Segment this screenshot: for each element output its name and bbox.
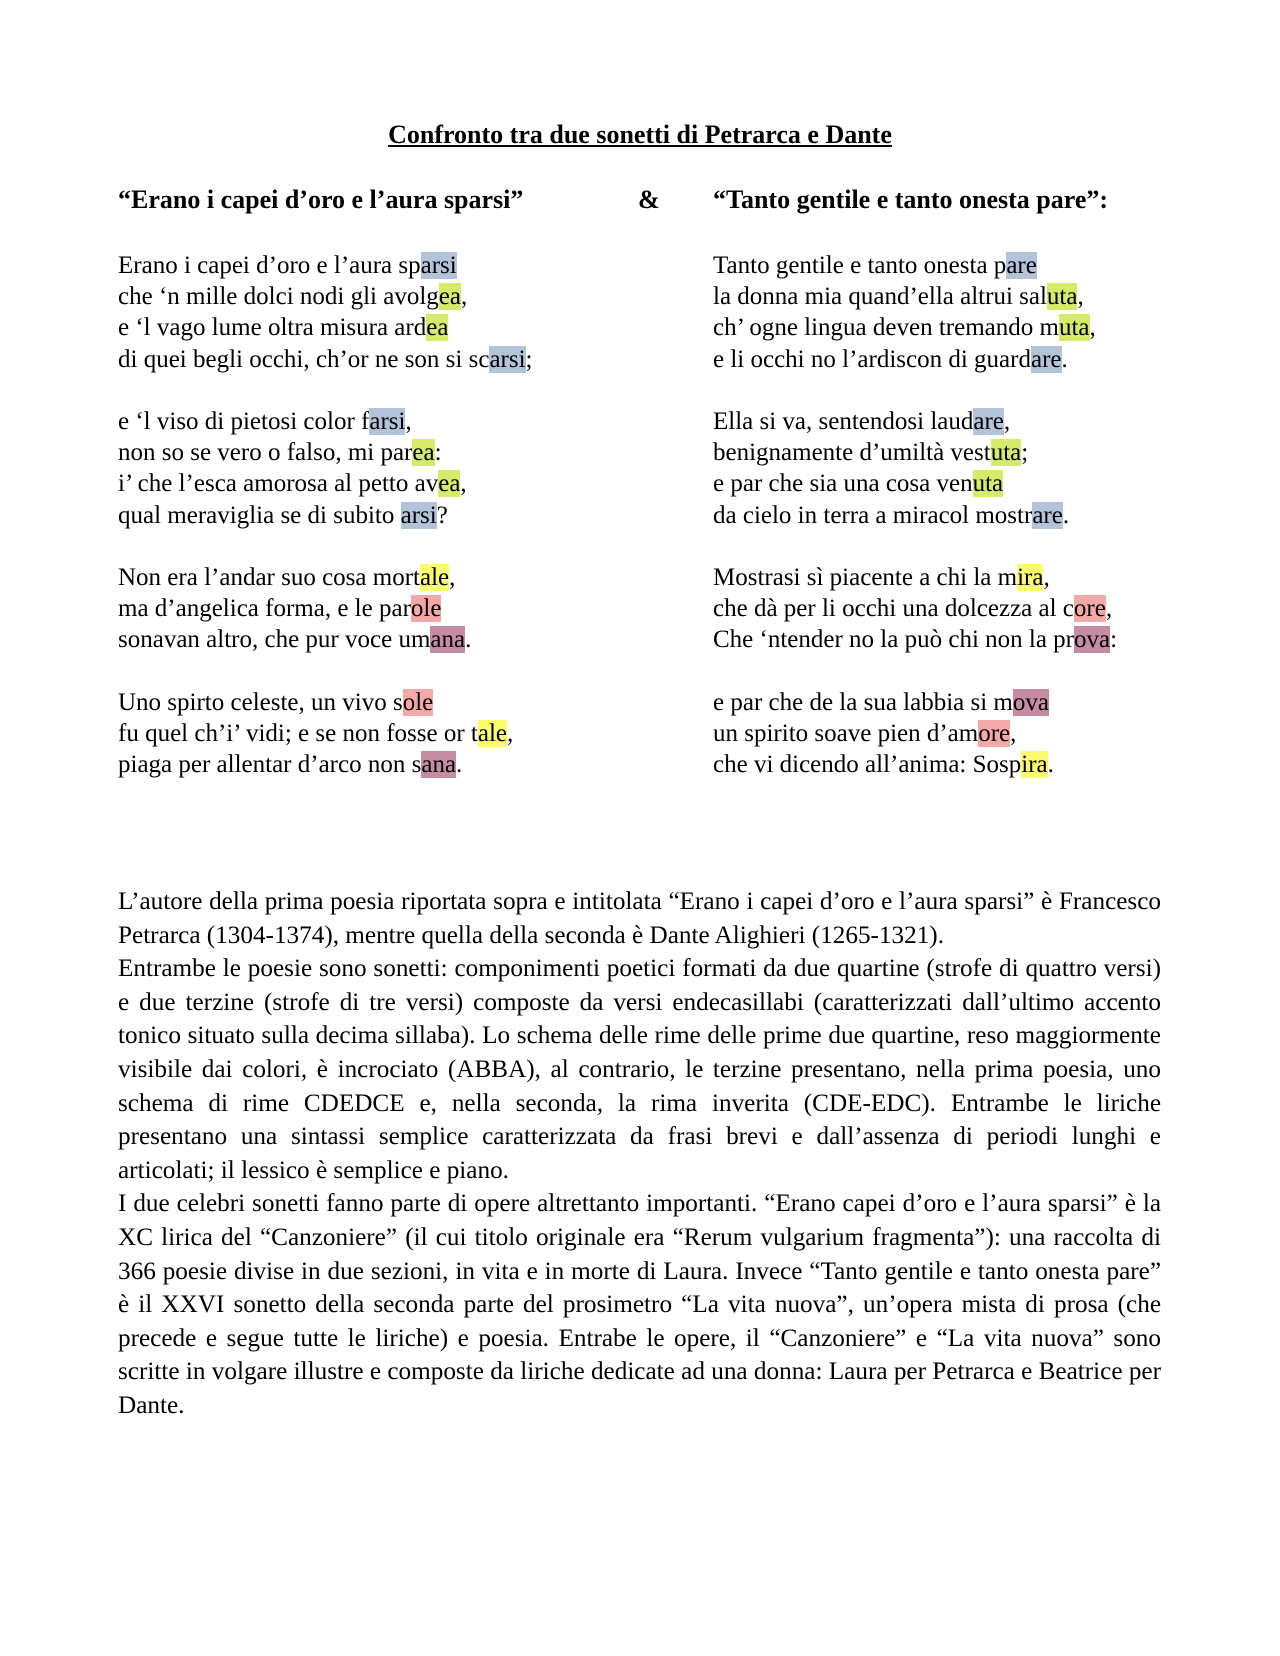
verse-punct: ;: [1021, 439, 1029, 467]
verse-text: Mostrasi sì piacente a chi la m: [713, 563, 1018, 591]
subtitle-petrarca: “Erano i capei d’oro e l’aura sparsi”: [118, 185, 524, 214]
verse-punct: ,: [1105, 595, 1113, 623]
rhyme-highlight: ore: [1073, 595, 1106, 623]
verse-line: [118, 344, 533, 375]
rhyme-highlight: ira: [1021, 751, 1048, 778]
verse-punct: ,: [405, 407, 412, 435]
verse-line: [118, 749, 533, 780]
verse-line: [713, 437, 1117, 468]
rhyme-highlight: ea: [438, 470, 461, 498]
rhyme-highlight: ana: [430, 626, 466, 654]
verse-punct: .: [1062, 501, 1070, 529]
verse-line: [713, 468, 1117, 499]
verse-text: la donna mia quand’ella altrui sal: [713, 283, 1047, 311]
verse-punct: ,: [1089, 314, 1096, 342]
verse-text: Uno spirto celeste, un vivo s: [118, 688, 403, 716]
verse-line: [713, 250, 1117, 281]
subtitle-dante: “Tanto gentile e tanto onesta pare”:: [713, 185, 1109, 214]
verse-punct: ,: [460, 470, 467, 498]
verse-line: [713, 344, 1117, 375]
rhyme-highlight: ole: [410, 595, 442, 623]
rhyme-highlight: uta: [1046, 283, 1078, 311]
verse-text: i’ che l’esca amorosa al petto av: [118, 470, 439, 498]
verse-line: [118, 562, 533, 593]
rhyme-highlight: ale: [419, 563, 450, 591]
page-title: Confronto tra due sonetti di Petrarca e Dante: [388, 120, 892, 149]
rhyme-highlight: uta: [990, 439, 1022, 467]
rhyme-highlight: ana: [421, 751, 457, 778]
poem-dante: [713, 250, 1117, 811]
rhyme-highlight: ea: [438, 283, 461, 311]
rhyme-highlight: are: [1006, 252, 1037, 279]
rhyme-highlight: arsi: [369, 407, 406, 435]
verse-text: non so se vero o falso, mi par: [118, 439, 413, 467]
paragraph: L’autore della prima poesia riportata sopra e intitolata “Erano i capei d’oro e l’aura sparsi” è Francesco Petrarca (1304-1374), mentre quella della seconda è Dante Alighieri (1265-1321).: [118, 888, 1161, 949]
verse-text: e li occhi no l’ardiscon di guard: [713, 345, 1031, 373]
verse-punct: ,: [460, 283, 468, 311]
verse-text: ch’ ogne lingua deven tremando m: [713, 314, 1059, 342]
verse-line: [118, 718, 533, 749]
verse-line: [118, 281, 533, 312]
verse-line: [713, 500, 1117, 531]
verse-text: di quei begli occhi, ch’or ne son si sc: [118, 345, 490, 373]
verse-text: Ella si va, sentendosi laud: [713, 407, 974, 435]
verse-line: [118, 624, 533, 655]
verse-text: benignamente d’umiltà vest: [713, 439, 991, 467]
verse-line: [118, 406, 533, 437]
rhyme-highlight: uta: [1058, 314, 1090, 342]
verse-line: [118, 500, 533, 531]
verse-punct: .: [1047, 751, 1054, 778]
verse-text: da cielo in terra a miracol mostr: [713, 501, 1033, 529]
verse-punct: ,: [1003, 407, 1011, 435]
verse-text: e ‘l vago lume oltra misura ard: [118, 314, 427, 342]
rhyme-highlight: ole: [402, 688, 434, 716]
verse-text: e par che de la sua labbia si m: [713, 688, 1013, 716]
stanza: [713, 562, 1117, 656]
verse-punct: ,: [449, 563, 456, 591]
rhyme-highlight: arsi: [420, 252, 457, 279]
verse-line: [118, 437, 533, 468]
verse-text: che vi dicendo all’anima: Sosp: [713, 751, 1022, 778]
verse-text: che ‘n mille dolci nodi gli avolg: [118, 283, 439, 311]
verse-line: [713, 718, 1117, 749]
verse-punct: ,: [1043, 563, 1050, 591]
stanza: [118, 406, 533, 531]
verse-line: [713, 281, 1117, 312]
verse-punct: :: [434, 439, 442, 467]
verse-text: piaga per allentar d’arco non s: [118, 751, 422, 778]
rhyme-highlight: ore: [978, 719, 1011, 747]
rhyme-highlight: are: [1032, 501, 1063, 529]
commentary-text: [118, 885, 1161, 1423]
stanza: [118, 250, 533, 375]
verse-punct: .: [456, 751, 463, 778]
verse-text: che dà per li occhi una dolcezza al c: [713, 595, 1074, 623]
verse-text: un spirito soave pien d’am: [713, 719, 979, 747]
verse-punct: :: [1110, 626, 1118, 654]
verse-punct: ?: [436, 501, 448, 529]
rhyme-highlight: are: [1030, 345, 1062, 373]
rhyme-highlight: are: [973, 407, 1004, 435]
rhyme-highlight: ova: [1012, 688, 1049, 716]
poem-petrarca: [118, 250, 533, 811]
verse-punct: .: [1061, 345, 1068, 373]
paragraph: Entrambe le poesie sono sonetti: componimenti poetici formati da due quartine (strofe di quattro versi) e due terzine (strofe di tre versi) composte da versi endecasillabi (caratterizzati dall’ultimo accento tonico situato sulla decima sillaba). Lo schema delle rime delle prime due quartine, reso maggiormente visibile dai colori, è incrociato (ABBA), al contrario, le terzine presentano, nella prima poesia, uno schema di rime CDEDCE e, nella seconda, la rima inverita (CDE-EDC). Entrambe le liriche presentano una sintassi semplice caratterizzata da frasi brevi e dall’assenza di periodi lunghi e articolati; il lessico è semplice e piano.: [118, 955, 1161, 1184]
verse-line: [118, 312, 533, 343]
rhyme-highlight: ira: [1017, 563, 1044, 591]
verse-text: fu quel ch’i’ vidi; e se non fosse or t: [118, 719, 478, 747]
verse-text: qual meraviglia se di subito: [118, 501, 401, 529]
verse-text: Che ‘ntender no la può chi non la pr: [713, 626, 1075, 654]
verse-line: [118, 468, 533, 499]
rhyme-highlight: ea: [412, 439, 435, 467]
verse-text: Tanto gentile e tanto onesta p: [713, 252, 1007, 279]
verse-punct: ,: [1077, 283, 1084, 311]
verse-line: [118, 687, 533, 718]
verse-line: [118, 250, 533, 281]
stanza: [713, 250, 1117, 375]
paragraph: I due celebri sonetti fanno parte di opere altrettanto importanti. “Erano capei d’oro e l’aura sparsi” è la XC lirica del “Canzoniere” (il cui titolo originale era “Rerum vulgarium fragmenta”): una raccolta di 366 poesie divise in due sezioni, in vita e in morte di Laura. Invece “Tanto gentile e tanto onesta pare” è il XXVI sonetto della seconda parte del prosimetro “La vita nuova”, un’opera mista di prosa (che precede e segue tutte le liriche) e poesia. Entrabe le opere, il “Canzoniere” e “La vita nuova” sono scritte in volgare illustre e composte da liriche dedicate ad una donna: Laura per Petrarca e Beatrice per Dante.: [118, 1190, 1161, 1419]
verse-line: [713, 406, 1117, 437]
verse-text: e par che sia una cosa ven: [713, 470, 973, 498]
verse-text: Non era l’andar suo cosa mort: [118, 563, 420, 591]
verse-punct: ;: [525, 345, 533, 373]
stanza: [118, 687, 533, 781]
stanza: [118, 562, 533, 656]
rhyme-highlight: arsi: [400, 501, 437, 529]
verse-line: [118, 593, 533, 624]
verse-line: [713, 687, 1117, 718]
stanza: [713, 406, 1117, 531]
verse-line: [713, 562, 1117, 593]
verse-punct: ,: [507, 719, 514, 747]
rhyme-highlight: uta: [972, 470, 1004, 498]
verse-line: [713, 749, 1117, 780]
verse-punct: .: [465, 626, 472, 654]
verse-text: Erano i capei d’oro e l’aura sp: [118, 252, 421, 279]
verse-line: [713, 624, 1117, 655]
stanza: [713, 687, 1117, 781]
rhyme-highlight: arsi: [489, 345, 526, 373]
rhyme-highlight: ale: [477, 719, 508, 747]
subtitle-ampersand: &: [638, 185, 660, 214]
rhyme-highlight: ea: [426, 314, 449, 342]
verse-punct: ,: [1010, 719, 1017, 747]
verse-text: ma d’angelica forma, e le par: [118, 595, 411, 623]
verse-text: e ‘l viso di pietosi color f: [118, 407, 370, 435]
verse-line: [713, 593, 1117, 624]
rhyme-highlight: ova: [1074, 626, 1111, 654]
verse-line: [713, 312, 1117, 343]
verse-text: sonavan altro, che pur voce um: [118, 626, 431, 654]
